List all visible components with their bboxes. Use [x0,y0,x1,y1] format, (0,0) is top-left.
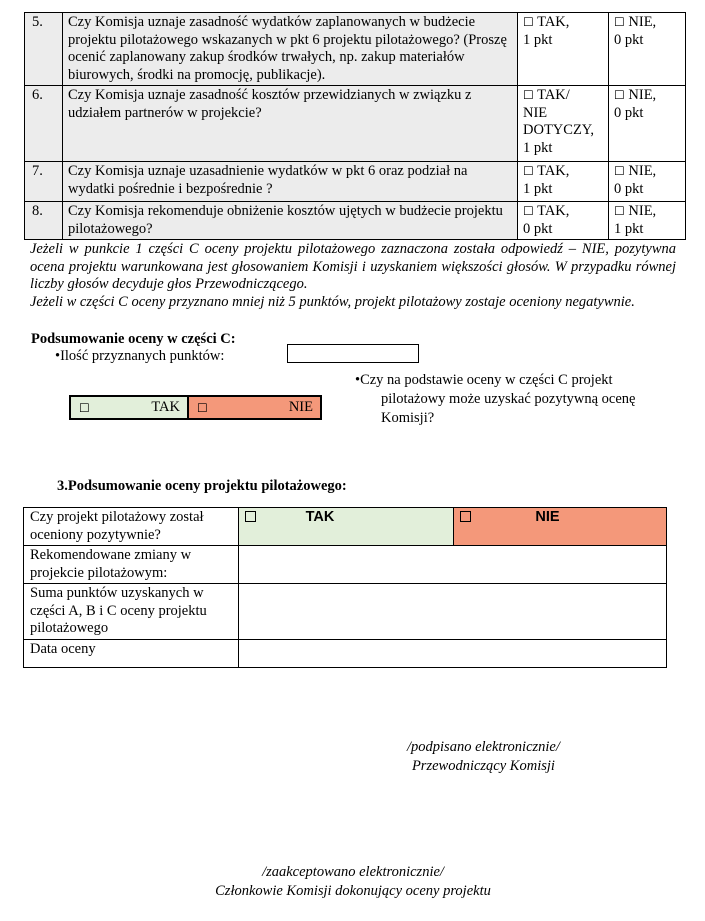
table-row [25,13,686,86]
checkbox-icon[interactable]: ☐ [614,15,625,29]
checkbox-icon[interactable]: ☐ [614,164,625,178]
criterion-number: 8. [25,202,63,240]
option-nie[interactable]: ☐ NIE, 0 pkt [609,13,686,86]
points-sum-field[interactable] [239,584,667,640]
criterion-question: Czy Komisja uznaje zasadność wydatków zaplanowanych w budżecie projektu pilotażowego wskazanych w pkt 6 projektu pilotażowego? (Proszę ocenić zaplanowany zakup środków trwałych, np. zakup materiałów biurowych, środki na promocję, publikacje). [63,13,518,86]
final-choice-nie[interactable]: NIE [454,508,667,546]
table-row [25,162,686,202]
final-choice-tak[interactable]: TAK [239,508,454,546]
checkbox-icon[interactable]: ☐ [523,164,534,178]
option-nie[interactable]: ☐ NIE, 0 pkt [609,86,686,162]
option-nie[interactable]: ☐ NIE, 0 pkt [609,162,686,202]
checkbox-icon[interactable] [460,511,471,522]
choice-nie[interactable]: ☐ NIE [189,397,320,418]
bullet-icon: • [55,348,61,364]
criterion-question: Czy Komisja rekomenduje obniżenie kosztów ujętych w budżecie projektu pilotażowego? [63,202,518,240]
checkbox-icon[interactable]: ☐ [523,204,534,218]
checkbox-icon[interactable]: ☐ [79,400,90,415]
section3-title: 3.Podsumowanie oceny projektu pilotażowego: [57,478,347,494]
option-tak[interactable]: ☐ TAK/ NIE DOTYCZY, 1 pkt [518,86,609,162]
table-row [25,202,686,240]
table-row [24,584,667,640]
note-minimum-points: Jeżeli w części C oceny przyznano mniej niż 5 punktów, projekt pilotażowy zostaje oceniony negatywnie. [30,293,635,310]
summary-c-question: •Czy na podstawie oceny w części C projekt pilotażowy może uzyskać pozytywną ocenę Komisji? [355,372,636,426]
table-row [24,546,667,584]
row-label-points-sum: Suma punktów uzyskanych w części A, B i C oceny projektu pilotażowego [24,584,239,640]
option-tak[interactable]: ☐ TAK, 0 pkt [518,202,609,240]
note-majority-vote: Jeżeli w punkcie 1 części C oceny projektu pilotażowego zaznaczona została odpowiedź – NIE, pozytywna ocena projektu warunkowana jest głosowaniem Komisji i uzyskaniem większości głosów. W przypadku równej liczby głosów decyduje głos Przewodniczącego. [30,241,676,292]
points-label: •Ilość przyznanych punktów: [55,348,225,364]
row-label-date: Data oceny [24,639,239,667]
criterion-number: 7. [25,162,63,202]
summary-c-choice [69,395,322,420]
chair-signature: /podpisano elektronicznie/ Przewodniczący Komisji [407,739,560,774]
summary-c-title: Podsumowanie oceny w części C: [31,331,236,347]
option-nie[interactable]: ☐ NIE, 1 pkt [609,202,686,240]
table-row [25,86,686,162]
changes-field[interactable] [239,546,667,584]
choice-tak[interactable]: ☐ TAK [71,397,189,418]
members-signature: /zaakceptowano elektronicznie/ Członkowie Komisji dokonujący oceny projektu [215,864,491,899]
table-row [24,508,667,546]
date-field[interactable] [239,639,667,667]
criteria-table [24,12,686,240]
criterion-question: Czy Komisja uznaje uzasadnienie wydatków w pkt 6 oraz podział na wydatki pośrednie i bezpośrednie ? [63,162,518,202]
criterion-number: 5. [25,13,63,86]
criterion-number: 6. [25,86,63,162]
table-row [24,639,667,667]
checkbox-icon[interactable]: ☐ [523,88,534,102]
checkbox-icon[interactable]: ☐ [614,88,625,102]
criterion-question: Czy Komisja uznaje zasadność kosztów przewidzianych w związku z udziałem partnerów w projekcie? [63,86,518,162]
option-tak[interactable]: ☐ TAK, 1 pkt [518,162,609,202]
checkbox-icon[interactable] [245,511,256,522]
bullet-icon: • [355,372,361,388]
notes [30,241,676,311]
checkbox-icon[interactable]: ☐ [523,15,534,29]
checkbox-icon[interactable]: ☐ [614,204,625,218]
row-label-positive: Czy projekt pilotażowy został oceniony pozytywnie? [24,508,239,546]
option-tak[interactable]: ☐ TAK, 1 pkt [518,13,609,86]
points-input[interactable] [287,344,419,363]
checkbox-icon[interactable]: ☐ [197,400,208,415]
row-label-changes: Rekomendowane zmiany w projekcie pilotażowym: [24,546,239,584]
summary-table [23,507,667,668]
